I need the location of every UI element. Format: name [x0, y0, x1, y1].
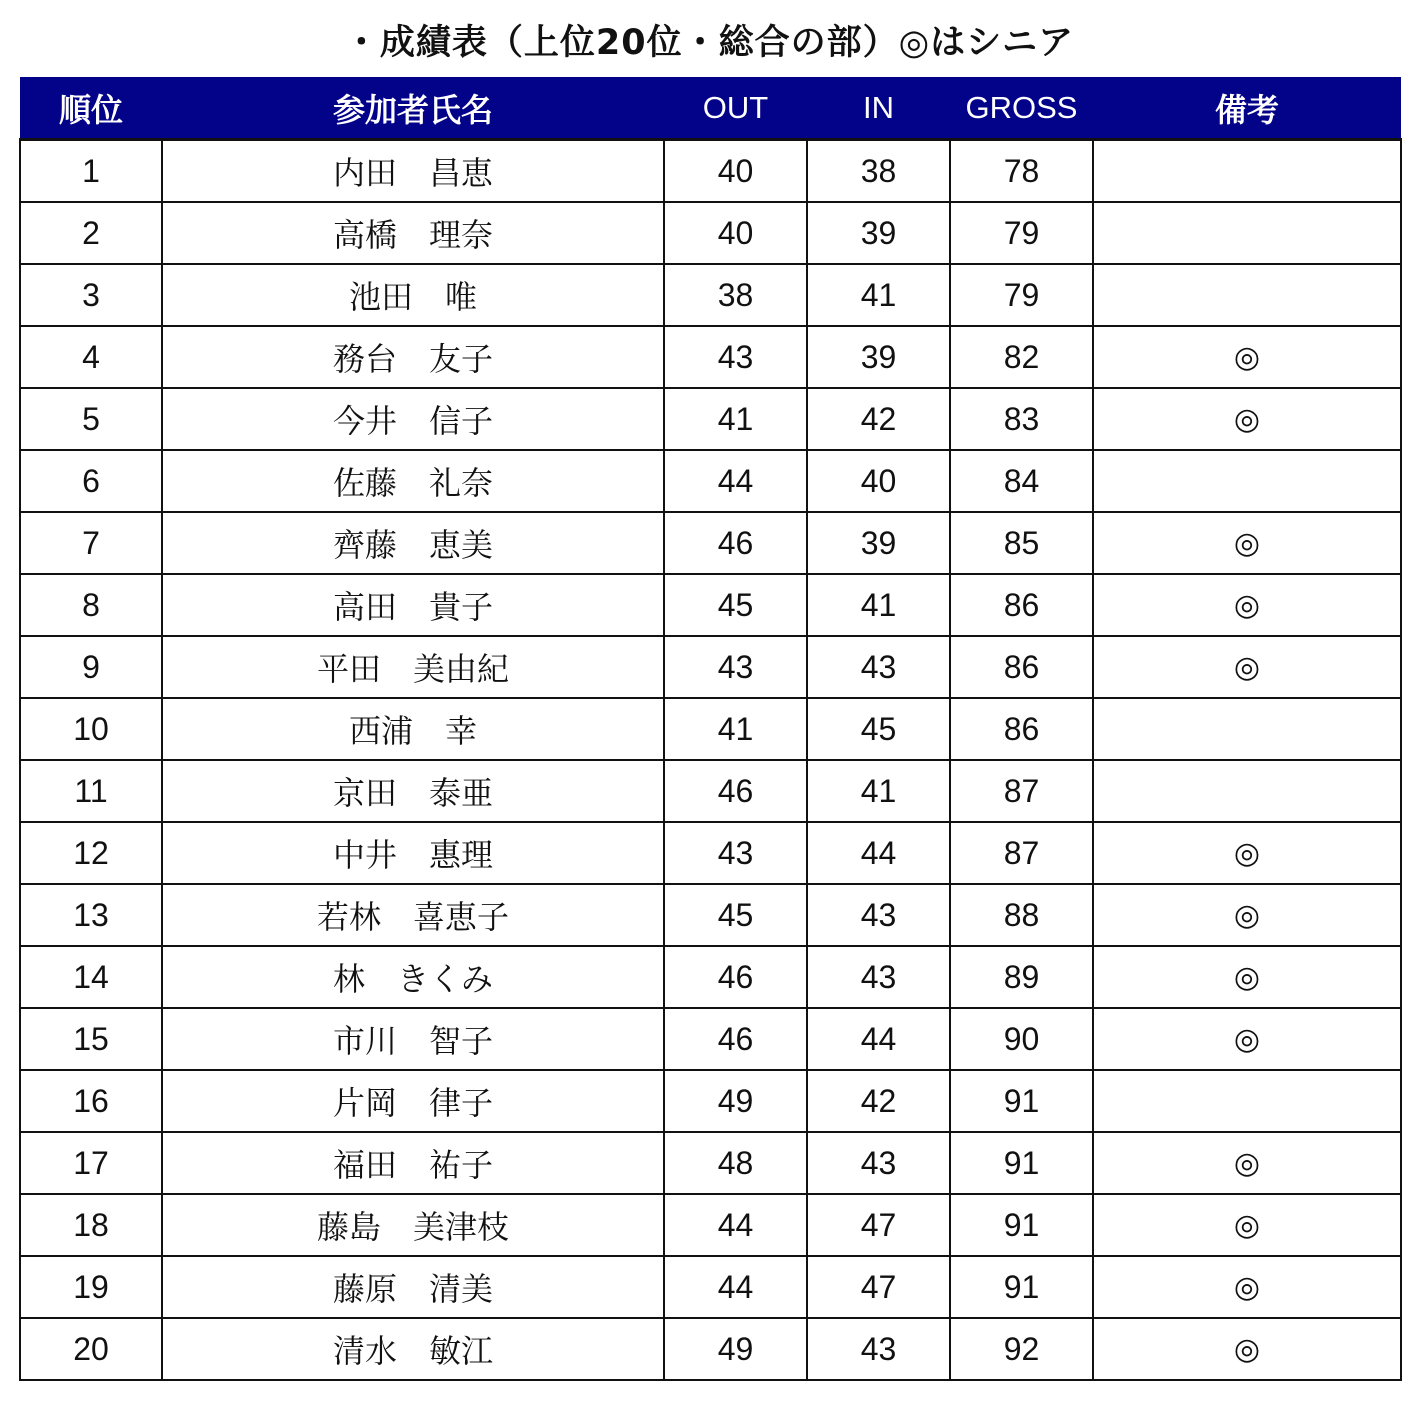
table-row: [20, 512, 1401, 574]
gross-cell: 79: [950, 202, 1093, 264]
name-cell: 中井 惠理: [162, 822, 664, 884]
in-cell: 39: [807, 202, 950, 264]
note-cell: ◎: [1093, 326, 1401, 388]
in-cell: 44: [807, 1008, 950, 1070]
table-row: [20, 264, 1401, 326]
rank-cell: 2: [20, 202, 162, 264]
gross-cell: 84: [950, 450, 1093, 512]
table-row: [20, 636, 1401, 698]
name-cell: 齊藤 恵美: [162, 512, 664, 574]
table-row: [20, 946, 1401, 1008]
note-cell: ◎: [1093, 512, 1401, 574]
gross-cell: 89: [950, 946, 1093, 1008]
note-cell: ◎: [1093, 1194, 1401, 1256]
rank-cell: 1: [20, 140, 162, 203]
header-in: IN: [807, 77, 950, 140]
rank-cell: 13: [20, 884, 162, 946]
gross-cell: 87: [950, 760, 1093, 822]
table-row: [20, 822, 1401, 884]
table-row: [20, 760, 1401, 822]
rank-cell: 16: [20, 1070, 162, 1132]
table-row: [20, 1132, 1401, 1194]
rank-cell: 5: [20, 388, 162, 450]
note-cell: ◎: [1093, 574, 1401, 636]
in-cell: 41: [807, 264, 950, 326]
table-row: [20, 140, 1401, 203]
gross-cell: 85: [950, 512, 1093, 574]
header-note: 備考: [1093, 77, 1401, 140]
in-cell: 38: [807, 140, 950, 203]
name-cell: 藤島 美津枝: [162, 1194, 664, 1256]
rank-cell: 15: [20, 1008, 162, 1070]
table-row: [20, 1256, 1401, 1318]
table-row: [20, 1318, 1401, 1380]
rank-cell: 18: [20, 1194, 162, 1256]
in-cell: 47: [807, 1256, 950, 1318]
table-row: [20, 1008, 1401, 1070]
table-row: [20, 202, 1401, 264]
name-cell: 片岡 律子: [162, 1070, 664, 1132]
note-cell: ◎: [1093, 388, 1401, 450]
table-row: [20, 574, 1401, 636]
page-title: ・成績表（上位20位・総合の部）◎はシニア: [343, 23, 1075, 63]
out-cell: 43: [664, 822, 807, 884]
note-cell: ◎: [1093, 1132, 1401, 1194]
table-row: [20, 1194, 1401, 1256]
out-cell: 49: [664, 1070, 807, 1132]
out-cell: 46: [664, 946, 807, 1008]
out-cell: 44: [664, 1194, 807, 1256]
out-cell: 48: [664, 1132, 807, 1194]
name-cell: 清水 敏江: [162, 1318, 664, 1380]
out-cell: 38: [664, 264, 807, 326]
rank-cell: 3: [20, 264, 162, 326]
name-cell: 高橋 理奈: [162, 202, 664, 264]
name-cell: 今井 信子: [162, 388, 664, 450]
note-cell: [1093, 698, 1401, 760]
name-cell: 佐藤 礼奈: [162, 450, 664, 512]
note-cell: ◎: [1093, 636, 1401, 698]
out-cell: 41: [664, 698, 807, 760]
gross-cell: 78: [950, 140, 1093, 203]
out-cell: 44: [664, 1256, 807, 1318]
gross-cell: 91: [950, 1256, 1093, 1318]
table-row: [20, 884, 1401, 946]
rank-cell: 4: [20, 326, 162, 388]
note-cell: ◎: [1093, 946, 1401, 1008]
in-cell: 43: [807, 636, 950, 698]
gross-cell: 87: [950, 822, 1093, 884]
gross-cell: 79: [950, 264, 1093, 326]
out-cell: 40: [664, 140, 807, 203]
table-row: [20, 326, 1401, 388]
gross-cell: 83: [950, 388, 1093, 450]
note-cell: [1093, 450, 1401, 512]
gross-cell: 86: [950, 698, 1093, 760]
rank-cell: 11: [20, 760, 162, 822]
name-cell: 市川 智子: [162, 1008, 664, 1070]
name-cell: 平田 美由紀: [162, 636, 664, 698]
in-cell: 45: [807, 698, 950, 760]
rank-cell: 12: [20, 822, 162, 884]
out-cell: 43: [664, 636, 807, 698]
in-cell: 39: [807, 512, 950, 574]
name-cell: 林 きくみ: [162, 946, 664, 1008]
note-cell: [1093, 202, 1401, 264]
gross-cell: 91: [950, 1070, 1093, 1132]
name-cell: 池田 唯: [162, 264, 664, 326]
name-cell: 福田 祐子: [162, 1132, 664, 1194]
gross-cell: 91: [950, 1194, 1093, 1256]
header-row: [20, 77, 1401, 140]
table-header: [20, 77, 1401, 140]
table-body: [20, 140, 1401, 1381]
gross-cell: 90: [950, 1008, 1093, 1070]
header-name: 参加者氏名: [162, 77, 664, 140]
in-cell: 43: [807, 1132, 950, 1194]
rank-cell: 14: [20, 946, 162, 1008]
results-table: [19, 77, 1402, 1381]
in-cell: 41: [807, 574, 950, 636]
table-row: [20, 388, 1401, 450]
rank-cell: 9: [20, 636, 162, 698]
out-cell: 46: [664, 760, 807, 822]
name-cell: 西浦 幸: [162, 698, 664, 760]
note-cell: ◎: [1093, 884, 1401, 946]
in-cell: 42: [807, 1070, 950, 1132]
table-row: [20, 450, 1401, 512]
note-cell: [1093, 760, 1401, 822]
gross-cell: 86: [950, 636, 1093, 698]
in-cell: 43: [807, 884, 950, 946]
out-cell: 45: [664, 574, 807, 636]
note-cell: [1093, 264, 1401, 326]
note-cell: [1093, 140, 1401, 203]
note-cell: ◎: [1093, 1318, 1401, 1380]
gross-cell: 91: [950, 1132, 1093, 1194]
name-cell: 藤原 清美: [162, 1256, 664, 1318]
note-cell: [1093, 1070, 1401, 1132]
out-cell: 44: [664, 450, 807, 512]
out-cell: 43: [664, 326, 807, 388]
name-cell: 京田 泰亜: [162, 760, 664, 822]
in-cell: 39: [807, 326, 950, 388]
in-cell: 44: [807, 822, 950, 884]
gross-cell: 86: [950, 574, 1093, 636]
table-row: [20, 1070, 1401, 1132]
name-cell: 内田 昌恵: [162, 140, 664, 203]
out-cell: 46: [664, 512, 807, 574]
header-out: OUT: [664, 77, 807, 140]
in-cell: 43: [807, 946, 950, 1008]
rank-cell: 17: [20, 1132, 162, 1194]
out-cell: 41: [664, 388, 807, 450]
gross-cell: 88: [950, 884, 1093, 946]
name-cell: 若林 喜恵子: [162, 884, 664, 946]
table-row: [20, 698, 1401, 760]
in-cell: 43: [807, 1318, 950, 1380]
rank-cell: 7: [20, 512, 162, 574]
out-cell: 46: [664, 1008, 807, 1070]
name-cell: 高田 貴子: [162, 574, 664, 636]
rank-cell: 10: [20, 698, 162, 760]
rank-cell: 19: [20, 1256, 162, 1318]
rank-cell: 8: [20, 574, 162, 636]
in-cell: 41: [807, 760, 950, 822]
out-cell: 40: [664, 202, 807, 264]
note-cell: ◎: [1093, 1256, 1401, 1318]
in-cell: 42: [807, 388, 950, 450]
note-cell: ◎: [1093, 822, 1401, 884]
gross-cell: 82: [950, 326, 1093, 388]
note-cell: ◎: [1093, 1008, 1401, 1070]
out-cell: 45: [664, 884, 807, 946]
rank-cell: 6: [20, 450, 162, 512]
name-cell: 務台 友子: [162, 326, 664, 388]
rank-cell: 20: [20, 1318, 162, 1380]
gross-cell: 92: [950, 1318, 1093, 1380]
in-cell: 47: [807, 1194, 950, 1256]
header-gross: GROSS: [950, 77, 1093, 140]
out-cell: 49: [664, 1318, 807, 1380]
header-rank: 順位: [20, 77, 162, 140]
in-cell: 40: [807, 450, 950, 512]
